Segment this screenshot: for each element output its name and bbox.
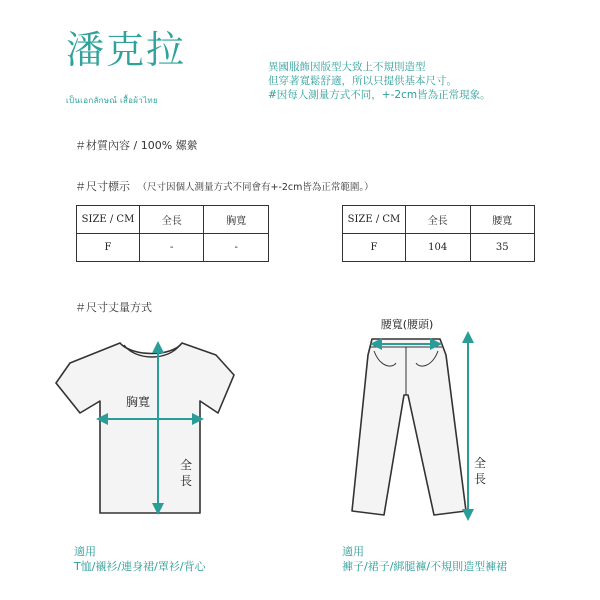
brand-logo: 潘克拉 (66, 28, 187, 72)
caption-items: T恤/襯衫/連身裙/罩衫/背心 (74, 560, 206, 573)
table-header-cell: 全長 (405, 206, 470, 234)
material-text: ＃材質內容 / 100% 嫘縈 (75, 139, 198, 152)
waist-label: 腰寬(腰頭) (380, 318, 434, 331)
table-row (77, 234, 269, 262)
table-cell: - (139, 234, 204, 262)
size-heading-title: ＃尺寸標示 (75, 180, 130, 193)
top-size-table (76, 205, 269, 262)
pants-caption (342, 544, 507, 574)
table-cell: F (77, 234, 140, 262)
caption-title: 適用 (342, 545, 364, 558)
caption-title: 適用 (74, 545, 96, 558)
size-heading (75, 178, 374, 194)
note-line: #因每人測量方式不同，+-2cm皆為正常現象。 (268, 89, 491, 101)
table-cell: - (204, 234, 269, 262)
table-cell: 35 (470, 234, 534, 262)
length-label: 長 (473, 472, 487, 486)
pants-outline-icon (352, 339, 466, 515)
measure-heading: ＃尺寸丈量方式 (75, 301, 152, 314)
table-header-cell: 全長 (139, 206, 204, 234)
size-heading-note: （尺寸因個人測量方式不同會有+-2cm皆為正常範圍。） (137, 182, 374, 193)
length-label: 全 (473, 456, 487, 470)
note-line: 異國服飾因版型大致上不規則造型 (268, 61, 426, 73)
table-cell: F (343, 234, 406, 262)
table-header-row (77, 206, 269, 234)
pants-diagram (340, 315, 510, 525)
bottom-size-table (342, 205, 535, 262)
size-notes (268, 60, 491, 102)
table-row (343, 234, 535, 262)
caption-items: 褲子/裙子/綁腿褲/不規則造型褲裙 (342, 560, 508, 573)
tshirt-diagram (40, 335, 270, 540)
tshirt-outline-icon (56, 343, 234, 513)
table-header-row (343, 206, 535, 234)
length-label: 全 (179, 458, 193, 472)
table-header-cell: 胸寬 (204, 206, 269, 234)
note-line: 但穿著寬鬆舒適，所以只提供基本尺寸。 (268, 75, 457, 87)
tshirt-caption (74, 544, 206, 574)
length-label: 長 (179, 474, 193, 488)
table-header-cell: 腰寬 (470, 206, 534, 234)
table-header-cell: SIZE / CM (77, 206, 140, 234)
chest-label: 胸寬 (125, 395, 151, 409)
brand-tagline: เป็นเอกลักษณ์ เสื้อผ้าไทย (66, 96, 158, 105)
table-cell: 104 (405, 234, 470, 262)
table-header-cell: SIZE / CM (343, 206, 406, 234)
